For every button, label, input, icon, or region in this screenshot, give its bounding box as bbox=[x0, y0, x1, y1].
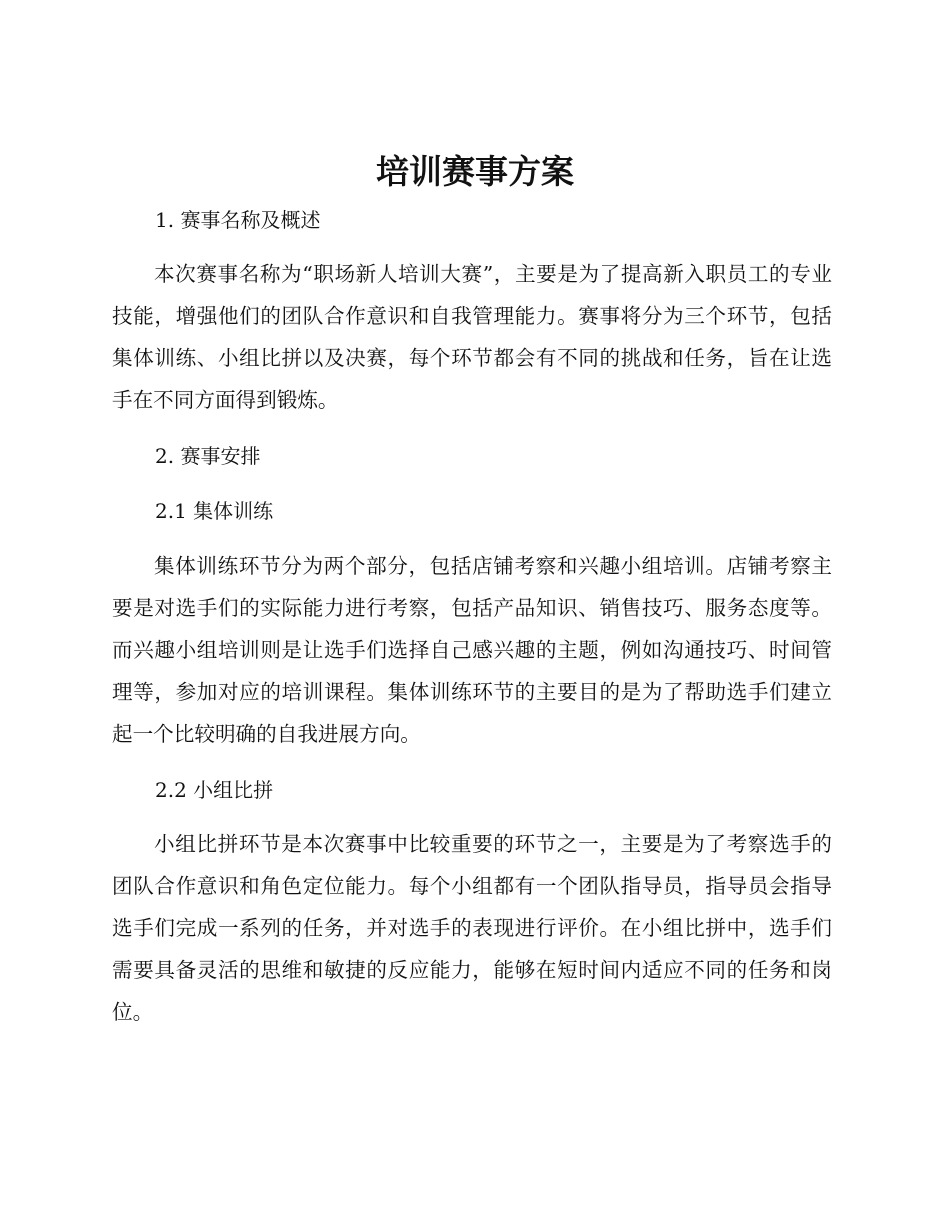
document-title: 培训赛事方案 bbox=[376, 152, 574, 191]
section-paragraph-group-training: 集体训练环节分为两个部分，包括店铺考察和兴趣小组培训。店铺考察主要是对选手们的实际能力进行考察，包括产品知识、销售技巧、服务态度等。而兴趣小组培训则是让选手们选择自己感兴趣的主题，例如沟通技巧、时间管理等，参加对应的培训课程。集体训练环节的主要目的是为了帮助选手们建立起一个比较明确的自我进展方向。 bbox=[112, 554, 832, 746]
section-paragraph-team-competition: 小组比拼环节是本次赛事中比较重要的环节之一，主要是为了考察选手的团队合作意识和角色定位能力。每个小组都有一个团队指导员，指导员会指导选手们完成一系列的任务，并对选手的表现进行评价。在小组比拼中，选手们需要具备灵活的思维和敏捷的反应能力，能够在短时间内适应不同的任务和岗位。 bbox=[112, 832, 832, 1024]
section-heading-overview: 1. 赛事名称及概述 bbox=[155, 208, 321, 232]
section-heading-arrangement: 2. 赛事安排 bbox=[155, 444, 261, 468]
section-paragraph-overview: 本次赛事名称为“职场新人培训大赛”，主要是为了提高新入职员工的专业技能，增强他们的团队合作意识和自我管理能力。赛事将分为三个环节，包括集体训练、小组比拼以及决赛，每个环节都会有不同的挑战和任务，旨在让选手在不同方面得到锻炼。 bbox=[112, 262, 832, 412]
section-heading-group-training: 2.1 集体训练 bbox=[155, 499, 274, 523]
section-heading-team-competition: 2.2 小组比拼 bbox=[155, 778, 274, 802]
